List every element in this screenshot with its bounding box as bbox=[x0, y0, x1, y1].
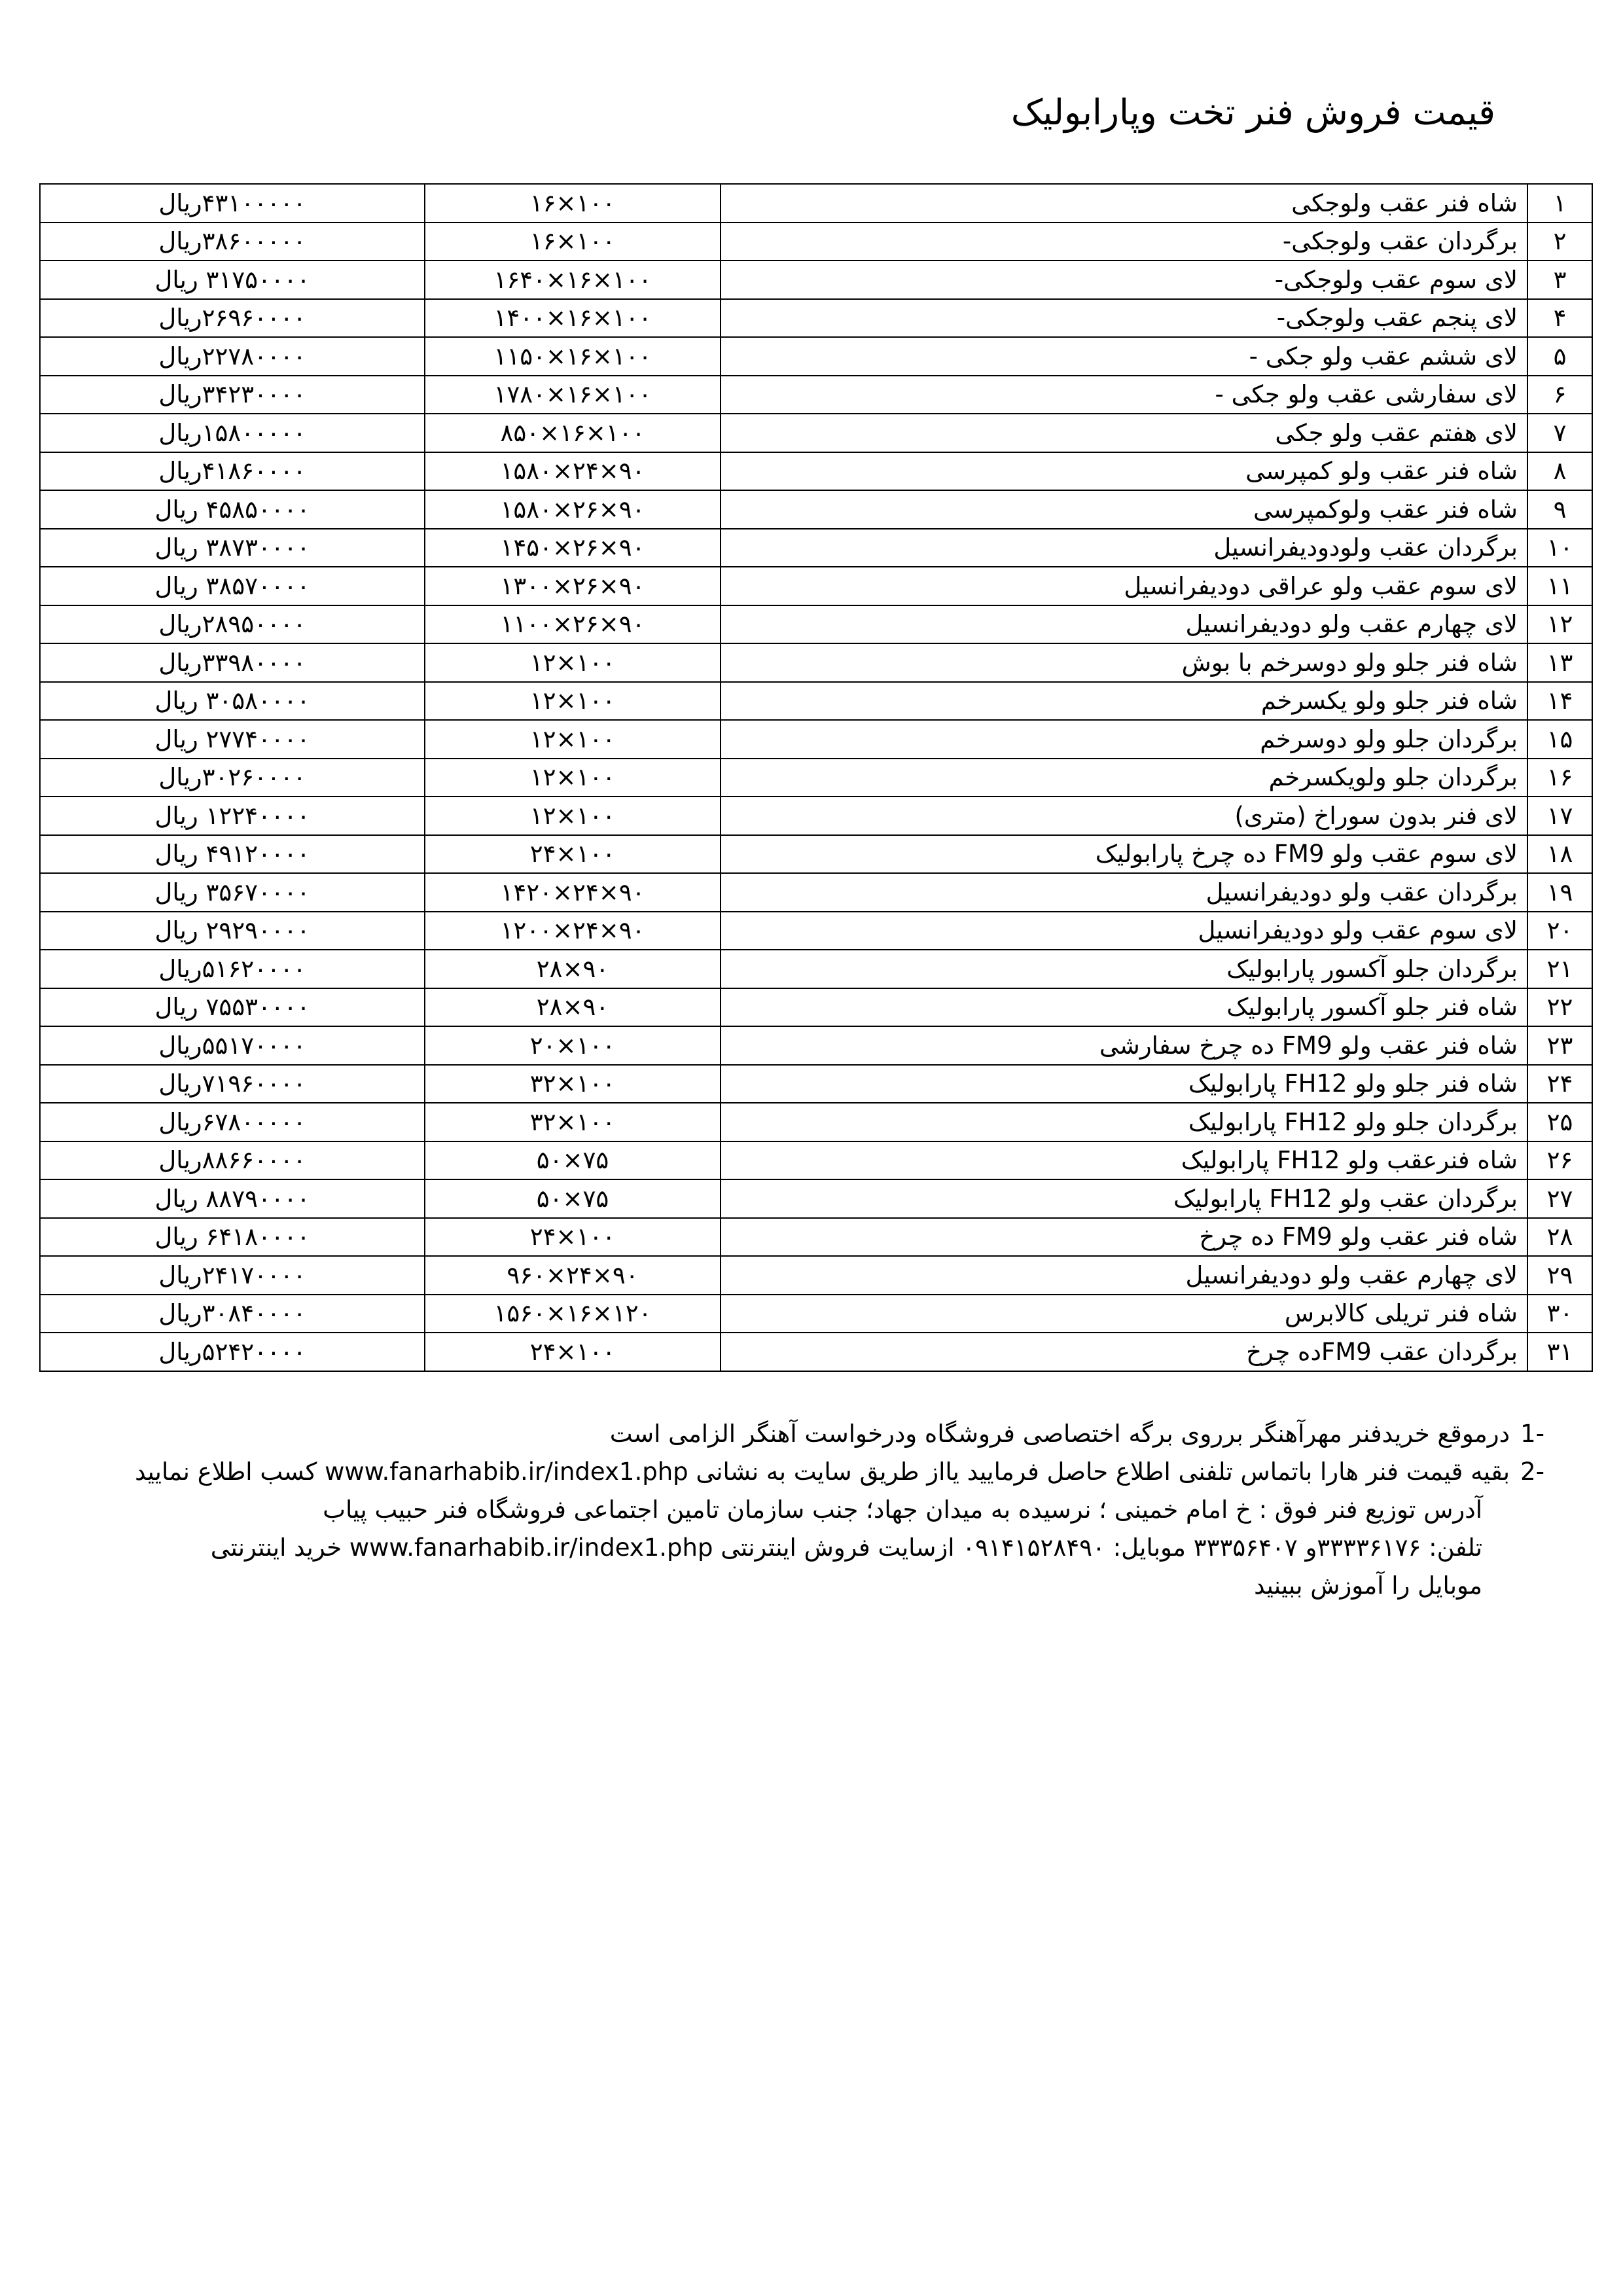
table-row bbox=[40, 1026, 1592, 1065]
table-row bbox=[40, 529, 1592, 567]
product-name: لای سوم عقب ولو عراقی دودیفرانسیل bbox=[721, 567, 1527, 605]
table-row bbox=[40, 682, 1592, 721]
product-dimensions: ۱۰۰×۱۲ bbox=[425, 643, 721, 682]
product-price: ۵۵۱۷۰۰۰۰ریال bbox=[40, 1026, 425, 1065]
product-dimensions: ۹۰×۲۴×۱۴۲۰ bbox=[425, 873, 721, 912]
table-row bbox=[40, 337, 1592, 376]
row-number: ۴ bbox=[1527, 299, 1592, 338]
note-1-text: درموقع خریدفنر مهرآهنگر برروی برگه اختصاصی فروشگاه ودرخواست آهنگر الزامی است bbox=[609, 1420, 1510, 1448]
product-price: ۸۸۷۹۰۰۰۰ ریال bbox=[40, 1179, 425, 1218]
product-name: لای ششم عقب ولو جکی - bbox=[721, 337, 1527, 376]
product-dimensions: ۱۰۰×۲۴ bbox=[425, 1333, 721, 1371]
table-row bbox=[40, 1256, 1592, 1295]
product-name: لای چهارم عقب ولو دودیفرانسیل bbox=[721, 605, 1527, 644]
row-number: ۱۳ bbox=[1527, 643, 1592, 682]
table-row bbox=[40, 184, 1592, 223]
product-dimensions: ۱۰۰×۱۶ bbox=[425, 184, 721, 223]
product-name: شاه فنر جلو ولو یکسرخم bbox=[721, 682, 1527, 721]
row-number: ۵ bbox=[1527, 337, 1592, 376]
product-dimensions: ۹۰×۲۴×۱۵۸۰ bbox=[425, 452, 721, 491]
product-name: لای سوم عقب ولوجکی- bbox=[721, 260, 1527, 299]
row-number: ۱۶ bbox=[1527, 759, 1592, 797]
row-number: ۱۴ bbox=[1527, 682, 1592, 721]
product-price: ۱۵۸۰۰۰۰۰ریال bbox=[40, 414, 425, 452]
product-dimensions: ۱۲۰×۱۶×۱۵۶۰ bbox=[425, 1295, 721, 1333]
row-number: ۲۰ bbox=[1527, 912, 1592, 950]
row-number: ۱۹ bbox=[1527, 873, 1592, 912]
product-name: برگردان جلو آکسور پارابولیک bbox=[721, 950, 1527, 988]
product-name: شاه فنر جلو ولو FH12 پارابولیک bbox=[721, 1065, 1527, 1103]
table-row bbox=[40, 797, 1592, 835]
product-dimensions: ۱۰۰×۲۴ bbox=[425, 835, 721, 874]
product-price: ۲۷۷۴۰۰۰۰ ریال bbox=[40, 720, 425, 759]
note-2-text: بقیه قیمت فنر هارا باتماس تلفنی اطلاع حاصل فرمایید یااز طریق سایت به نشانی www.fanarhabib.ir/index1.php کسب اطلاع نمایید bbox=[135, 1458, 1510, 1486]
product-name: شاه فنر عقب ولو کمپرسی bbox=[721, 452, 1527, 491]
row-number: ۱۷ bbox=[1527, 797, 1592, 835]
product-dimensions: ۱۰۰×۱۲ bbox=[425, 682, 721, 721]
product-dimensions: ۱۰۰×۱۶×۸۵۰ bbox=[425, 414, 721, 452]
product-dimensions: ۱۰۰×۱۲ bbox=[425, 720, 721, 759]
product-dimensions: ۱۰۰×۱۶×۱۷۸۰ bbox=[425, 376, 721, 414]
table-row bbox=[40, 835, 1592, 874]
closing-line: موبایل را آموزش ببینید bbox=[1254, 1571, 1482, 1600]
table-row bbox=[40, 1179, 1592, 1218]
product-price: ۴۹۱۲۰۰۰۰ ریال bbox=[40, 835, 425, 874]
product-dimensions: ۹۰×۲۶×۱۳۰۰ bbox=[425, 567, 721, 605]
row-number: ۲۴ bbox=[1527, 1065, 1592, 1103]
product-dimensions: ۱۰۰×۱۶×۱۱۵۰ bbox=[425, 337, 721, 376]
note-2 bbox=[39, 1453, 1584, 1491]
product-price: ۳۴۲۳۰۰۰۰ریال bbox=[40, 376, 425, 414]
row-number: ۲۵ bbox=[1527, 1103, 1592, 1141]
row-number: ۶ bbox=[1527, 376, 1592, 414]
product-price: ۳۰۵۸۰۰۰۰ ریال bbox=[40, 682, 425, 721]
product-dimensions: ۱۰۰×۳۲ bbox=[425, 1065, 721, 1103]
product-name: شاه فنر تریلی کالابرس bbox=[721, 1295, 1527, 1333]
product-price: ۳۸۵۷۰۰۰۰ ریال bbox=[40, 567, 425, 605]
product-name: شاه فنر جلو آکسور پارابولیک bbox=[721, 988, 1527, 1027]
product-price: ۵۲۴۲۰۰۰۰ریال bbox=[40, 1333, 425, 1371]
page-title: قیمت فروش فنر تخت وپارابولیک bbox=[1010, 92, 1495, 133]
product-dimensions: ۱۰۰×۱۲ bbox=[425, 797, 721, 835]
product-dimensions: ۷۵×۵۰ bbox=[425, 1141, 721, 1180]
product-name: برگردان عقب ولو دودیفرانسیل bbox=[721, 873, 1527, 912]
product-price: ۳۰۲۶۰۰۰۰ریال bbox=[40, 759, 425, 797]
product-name: برگردان عقب ولودودیفرانسیل bbox=[721, 529, 1527, 567]
product-name: شاه فنر جلو ولو دوسرخم با بوش bbox=[721, 643, 1527, 682]
row-number: ۱۱ bbox=[1527, 567, 1592, 605]
row-number: ۱۰ bbox=[1527, 529, 1592, 567]
table-row bbox=[40, 643, 1592, 682]
product-dimensions: ۱۰۰×۲۰ bbox=[425, 1026, 721, 1065]
product-name: شاه فنر عقب ولوجکی bbox=[721, 184, 1527, 223]
product-dimensions: ۹۰×۲۸ bbox=[425, 988, 721, 1027]
table-row bbox=[40, 414, 1592, 452]
product-price: ۷۱۹۶۰۰۰۰ریال bbox=[40, 1065, 425, 1103]
product-price: ۲۲۷۸۰۰۰۰ریال bbox=[40, 337, 425, 376]
table-row bbox=[40, 1065, 1592, 1103]
product-name: لای سفارشی عقب ولو جکی - bbox=[721, 376, 1527, 414]
notes-section bbox=[39, 1415, 1584, 1605]
table-row bbox=[40, 452, 1592, 491]
product-price: ۱۲۲۴۰۰۰۰ ریال bbox=[40, 797, 425, 835]
row-number: ۳۱ bbox=[1527, 1333, 1592, 1371]
product-name: لای هفتم عقب ولو جکی bbox=[721, 414, 1527, 452]
product-name: برگردان جلو ولو FH12 پارابولیک bbox=[721, 1103, 1527, 1141]
price-table bbox=[39, 183, 1593, 1372]
product-dimensions: ۷۵×۵۰ bbox=[425, 1179, 721, 1218]
table-row bbox=[40, 376, 1592, 414]
product-dimensions: ۱۰۰×۱۲ bbox=[425, 759, 721, 797]
table-row bbox=[40, 223, 1592, 261]
product-dimensions: ۹۰×۲۶×۱۴۵۰ bbox=[425, 529, 721, 567]
product-name: شاه فنر عقب ولوکمپرسی bbox=[721, 490, 1527, 529]
product-name: لای پنجم عقب ولوجکی- bbox=[721, 299, 1527, 338]
product-name: لای فنر بدون سوراخ (متری) bbox=[721, 797, 1527, 835]
product-price: ۸۸۶۶۰۰۰۰ریال bbox=[40, 1141, 425, 1180]
product-price: ۴۵۸۵۰۰۰۰ ریال bbox=[40, 490, 425, 529]
row-number: ۷ bbox=[1527, 414, 1592, 452]
row-number: ۲۳ bbox=[1527, 1026, 1592, 1065]
table-row bbox=[40, 720, 1592, 759]
product-dimensions: ۱۰۰×۳۲ bbox=[425, 1103, 721, 1141]
product-dimensions: ۱۰۰×۱۶×۱۶۴۰ bbox=[425, 260, 721, 299]
row-number: ۱۵ bbox=[1527, 720, 1592, 759]
product-dimensions: ۱۰۰×۱۶ bbox=[425, 223, 721, 261]
product-price: ۳۳۹۸۰۰۰۰ریال bbox=[40, 643, 425, 682]
product-price: ۳۱۷۵۰۰۰۰ ریال bbox=[40, 260, 425, 299]
row-number: ۲۸ bbox=[1527, 1218, 1592, 1257]
product-price: ۴۱۸۶۰۰۰۰ریال bbox=[40, 452, 425, 491]
row-number: ۲۶ bbox=[1527, 1141, 1592, 1180]
product-price: ۳۸۶۰۰۰۰۰ریال bbox=[40, 223, 425, 261]
product-price: ۲۸۹۵۰۰۰۰ریال bbox=[40, 605, 425, 644]
product-dimensions: ۹۰×۲۸ bbox=[425, 950, 721, 988]
phone-line: تلفن: ۳۳۳۳۶۱۷۶و ۳۳۳۵۶۴۰۷ موبایل: ۰۹۱۴۱۵۲۸۴۹۰ ازسایت فروش اینترنتی www.fanarhabib.ir/index1.php خرید اینترنتی bbox=[210, 1534, 1482, 1562]
table-row bbox=[40, 1333, 1592, 1371]
note-1-marker: -1 bbox=[1520, 1420, 1544, 1448]
product-price: ۳۰۸۴۰۰۰۰ریال bbox=[40, 1295, 425, 1333]
table-row bbox=[40, 1218, 1592, 1257]
row-number: ۸ bbox=[1527, 452, 1592, 491]
row-number: ۱۲ bbox=[1527, 605, 1592, 644]
product-name: برگردان جلو ولویکسرخم bbox=[721, 759, 1527, 797]
product-price: ۳۸۷۳۰۰۰۰ ریال bbox=[40, 529, 425, 567]
product-dimensions: ۹۰×۲۶×۱۵۸۰ bbox=[425, 490, 721, 529]
product-price: ۷۵۵۳۰۰۰۰ ریال bbox=[40, 988, 425, 1027]
product-dimensions: ۱۰۰×۲۴ bbox=[425, 1218, 721, 1257]
product-name: برگردان عقب FM9ده چرخ bbox=[721, 1333, 1527, 1371]
product-price: ۲۹۲۹۰۰۰۰ ریال bbox=[40, 912, 425, 950]
product-price: ۲۶۹۶۰۰۰۰ریال bbox=[40, 299, 425, 338]
table-row bbox=[40, 605, 1592, 644]
address-line: آدرس توزیع فنر فوق : خ امام خمینی ؛ نرسیده به میدان جهاد؛ جنب سازمان تامین اجتماعی فروشگاه فنر حبیب پیاب bbox=[323, 1496, 1482, 1524]
product-name: شاه فنرعقب ولو FH12 پارابولیک bbox=[721, 1141, 1527, 1180]
table-row bbox=[40, 912, 1592, 950]
product-price: ۶۴۱۸۰۰۰۰ ریال bbox=[40, 1218, 425, 1257]
table-row bbox=[40, 1103, 1592, 1141]
table-row bbox=[40, 1295, 1592, 1333]
product-price: ۳۵۶۷۰۰۰۰ ریال bbox=[40, 873, 425, 912]
product-name: لای چهارم عقب ولو دودیفرانسیل bbox=[721, 1256, 1527, 1295]
row-number: ۲۹ bbox=[1527, 1256, 1592, 1295]
product-dimensions: ۱۰۰×۱۶×۱۴۰۰ bbox=[425, 299, 721, 338]
table-row bbox=[40, 988, 1592, 1027]
table-row bbox=[40, 567, 1592, 605]
product-dimensions: ۹۰×۲۶×۱۱۰۰ bbox=[425, 605, 721, 644]
product-price: ۴۳۱۰۰۰۰۰ریال bbox=[40, 184, 425, 223]
table-row bbox=[40, 873, 1592, 912]
row-number: ۳ bbox=[1527, 260, 1592, 299]
product-name: شاه فنر عقب ولو FM9 ده چرخ سفارشی bbox=[721, 1026, 1527, 1065]
product-dimensions: ۹۰×۲۴×۱۲۰۰ bbox=[425, 912, 721, 950]
product-name: برگردان جلو ولو دوسرخم bbox=[721, 720, 1527, 759]
table-row bbox=[40, 950, 1592, 988]
row-number: ۲۲ bbox=[1527, 988, 1592, 1027]
product-name: برگردان عقب ولو FH12 پارابولیک bbox=[721, 1179, 1527, 1218]
row-number: ۳۰ bbox=[1527, 1295, 1592, 1333]
product-name: لای سوم عقب ولو دودیفرانسیل bbox=[721, 912, 1527, 950]
row-number: ۱ bbox=[1527, 184, 1592, 223]
note-1 bbox=[39, 1415, 1584, 1453]
table-row bbox=[40, 759, 1592, 797]
price-table-body bbox=[40, 184, 1592, 1371]
note-2-marker: -2 bbox=[1520, 1458, 1544, 1486]
table-row bbox=[40, 299, 1592, 338]
row-number: ۹ bbox=[1527, 490, 1592, 529]
product-name: شاه فنر عقب ولو FM9 ده چرخ bbox=[721, 1218, 1527, 1257]
product-price: ۶۷۸۰۰۰۰۰ریال bbox=[40, 1103, 425, 1141]
row-number: ۲۷ bbox=[1527, 1179, 1592, 1218]
row-number: ۲ bbox=[1527, 223, 1592, 261]
table-row bbox=[40, 490, 1592, 529]
row-number: ۱۸ bbox=[1527, 835, 1592, 874]
product-name: لای سوم عقب ولو FM9 ده چرخ پارابولیک bbox=[721, 835, 1527, 874]
product-dimensions: ۹۰×۲۴×۹۶۰ bbox=[425, 1256, 721, 1295]
product-name: برگردان عقب ولوجکی- bbox=[721, 223, 1527, 261]
product-price: ۵۱۶۲۰۰۰۰ریال bbox=[40, 950, 425, 988]
row-number: ۲۱ bbox=[1527, 950, 1592, 988]
product-price: ۲۴۱۷۰۰۰۰ریال bbox=[40, 1256, 425, 1295]
table-row bbox=[40, 260, 1592, 299]
table-row bbox=[40, 1141, 1592, 1180]
